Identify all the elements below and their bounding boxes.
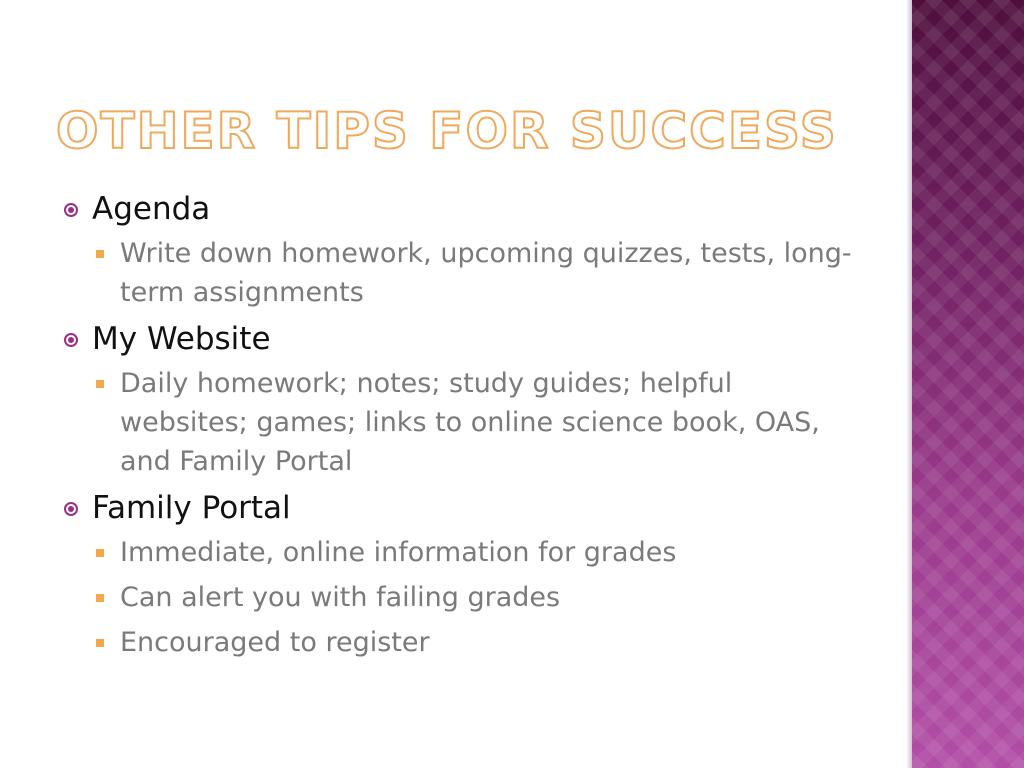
circle-dot-bullet-icon bbox=[64, 203, 78, 217]
square-bullet-icon bbox=[96, 549, 104, 557]
side-decorative-band bbox=[912, 0, 1024, 768]
bullet-list bbox=[62, 190, 862, 662]
sub-bullet bbox=[62, 234, 862, 312]
bullet-my-website bbox=[62, 320, 862, 358]
sub-bullet bbox=[62, 533, 862, 572]
sub-bullet-text: Encouraged to register bbox=[120, 627, 430, 658]
bullet-agenda bbox=[62, 190, 862, 228]
sub-bullet bbox=[62, 623, 862, 662]
bullet-family-portal bbox=[62, 489, 862, 527]
circle-dot-bullet-icon bbox=[64, 502, 78, 516]
circle-dot-bullet-icon bbox=[64, 333, 78, 347]
sub-bullet bbox=[62, 578, 862, 617]
sub-bullet bbox=[62, 364, 862, 481]
square-bullet-icon bbox=[96, 380, 104, 388]
square-bullet-icon bbox=[96, 594, 104, 602]
sub-bullet-text: Immediate, online information for grades bbox=[120, 537, 677, 568]
bullet-heading: Agenda bbox=[92, 191, 211, 227]
square-bullet-icon bbox=[96, 639, 104, 647]
square-bullet-icon bbox=[96, 250, 104, 258]
bullet-heading: My Website bbox=[92, 321, 271, 357]
bullet-heading: Family Portal bbox=[92, 490, 291, 526]
sub-bullet-text: Write down homework, upcoming quizzes, tests, long-term assignments bbox=[120, 238, 852, 308]
sub-bullet-text: Daily homework; notes; study guides; helpful websites; games; links to online science book, OAS, and Family Portal bbox=[120, 368, 820, 477]
slide-title: OTHER TIPS FOR SUCCESS bbox=[56, 102, 838, 160]
sub-bullet-text: Can alert you with failing grades bbox=[120, 582, 561, 613]
